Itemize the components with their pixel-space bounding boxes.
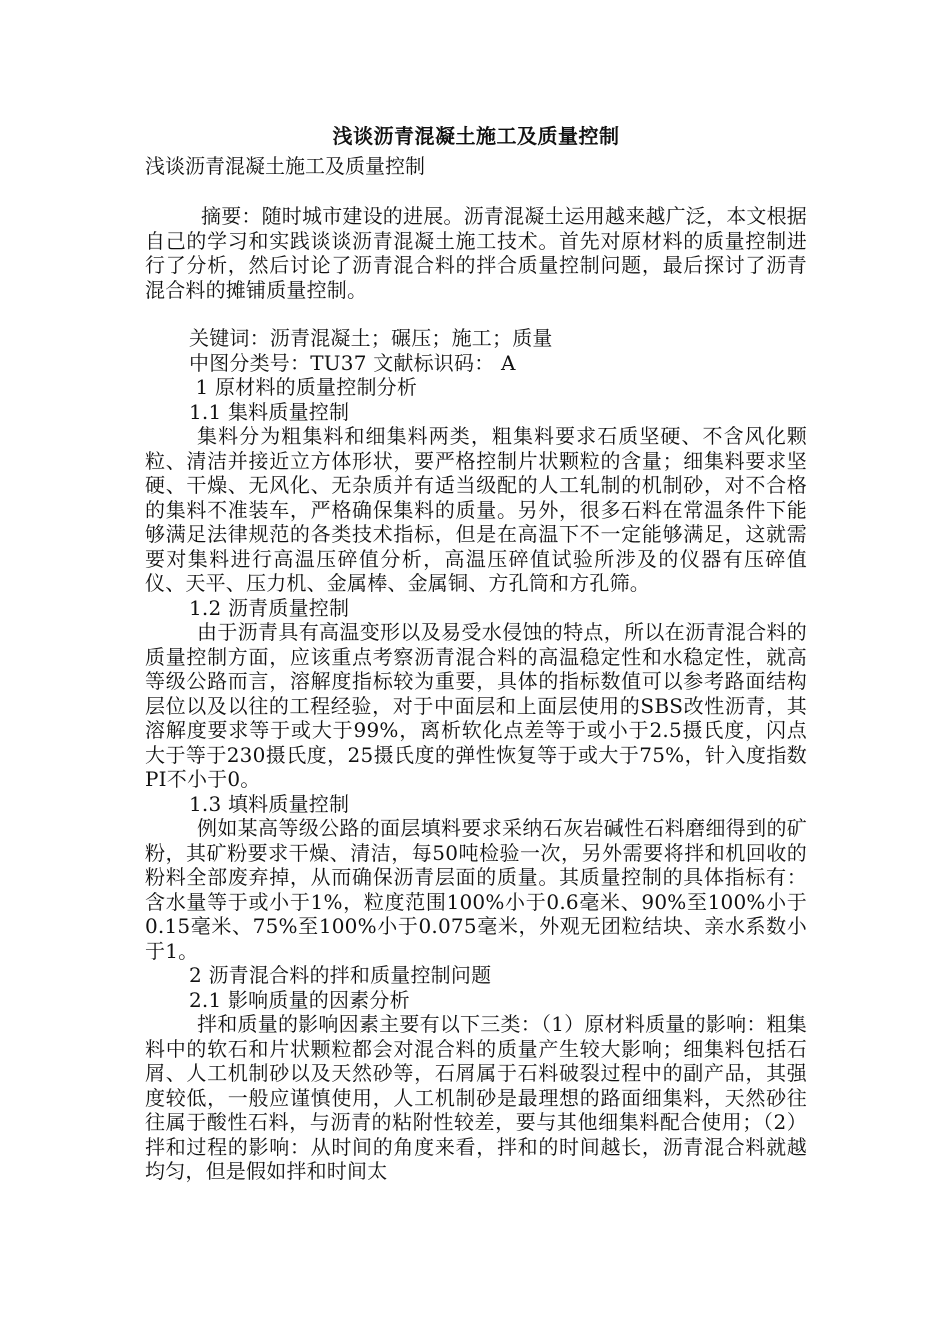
section-1-2-heading: 1.2 沥青质量控制 xyxy=(189,595,350,620)
classification-line: 中图分类号：TU37 文献标识码： A xyxy=(189,350,516,375)
abstract-paragraph: 摘要：随时城市建设的进展。沥青混凝土运用越来越广泛，本文根据自己的学习和实践谈谈沥青混凝土施工技术。首先对原材料的质量控制进行了分析，然后讨论了沥青混合料的拌合质量控制问题，最后探讨了沥青混合料的摊铺质量控制。 xyxy=(145,204,807,302)
document-subtitle: 浅谈沥青混凝土施工及质量控制 xyxy=(145,154,425,178)
section-2-heading: 2 沥青混合料的拌和质量控制问题 xyxy=(189,963,492,987)
section-1-1-heading: 1.1 集料质量控制 xyxy=(189,399,350,424)
section-2-1-body: 拌和质量的影响因素主要有以下三类：（1）原材料质量的影响：粗集料中的软石和片状颗粒都会对混合料的质量产生较大影响；细集料包括石屑、人工机制砂以及天然砂等，石屑属于石料破裂过程中的副产品，其强度较低，一般应谨慎使用，人工机制砂是最理想的路面细集料，天然砂往往属于酸性石料，与沥青的粘附性较差，要与其他细集料配合使用；（2）拌和过程的影响：从时间的角度来看，拌和的时间越长，沥青混合料就越均匀，但是假如拌和时间太 xyxy=(145,1012,807,1183)
section-2-1-heading: 2.1 影响质量的因素分析 xyxy=(189,987,410,1012)
section-1-heading: 1 原材料的质量控制分析 xyxy=(189,375,418,399)
keywords-line: 关键词：沥青混凝土；碾压；施工；质量 xyxy=(189,326,553,350)
section-1-1-body: 集料分为粗集料和细集料两类，粗集料要求石质坚硬、不含风化颗粒、清洁并接近立方体形状，要严格控制片状颗粒的含量；细集料要求坚硬、干燥、无风化、无杂质并有适当级配的人工轧制的机制砂，对不合格的集料不准装车，严格确保集料的质量。另外，很多石料在常温条件下能够满足法律规范的各类技术指标，但是在高温下不一定能够满足，这就需要对集料进行高温压碎值分析，高温压碎值试验所涉及的仪器有压碎值仪、天平、压力机、金属棒、金属铜、方孔筒和方孔筛。 xyxy=(145,424,807,595)
document-page xyxy=(145,120,807,1184)
section-1-3-body: 例如某高等级公路的面层填料要求采纳石灰岩碱性石料磨细得到的矿粉，其矿粉要求干燥、清洁，每50吨检验一次，另外需要将拌和机回收的粉料全部废弃掉，从而确保沥青层面的质量。其质量控制的具体指标有：含水量等于或小于1%，粒度范围100%小于0.6毫米、90%至100%小于0.15毫米、75%至100%小于0.075毫米，外观无团粒结块、亲水系数小于1。 xyxy=(145,816,807,963)
section-1-2-body: 由于沥青具有高温变形以及易受水侵蚀的特点，所以在沥青混合料的质量控制方面，应该重点考察沥青混合料的高温稳定性和水稳定性，就高等级公路而言，溶解度指标较为重要，具体的指标数值可以参考路面结构层位以及以往的工程经验，对于中面层和上面层使用的SBS改性沥青，其溶解度要求等于或大于99%，离析软化点差等于或小于2.5摄氏度，闪点大于等于230摄氏度，25摄氏度的弹性恢复等于或大于75%，针入度指数PI不小于0。 xyxy=(145,620,807,791)
section-1-3-heading: 1.3 填料质量控制 xyxy=(189,791,350,816)
document-title: 浅谈沥青混凝土施工及质量控制 xyxy=(332,124,620,148)
